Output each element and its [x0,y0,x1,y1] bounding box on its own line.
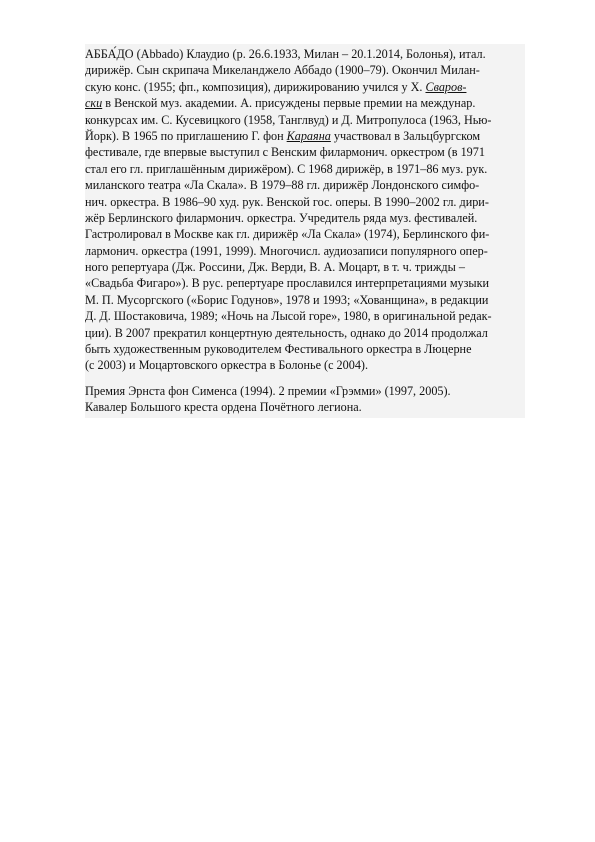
text-line: Премия Эрнста фон Сименса (1994). 2 премии «Грэмми» (1997, 2005). [85,383,451,398]
text-line: нич. оркестра. В 1986–90 худ. рук. Венской гос. оперы. В 1990–2002 гл. дири- [85,194,489,209]
text-line: Гастролировал в Москве как гл. дирижёр «Ла Скала» (1974), Берлинского фи- [85,227,490,242]
text-line: М. П. Мусоргского («Борис Годунов», 1978 и 1993; «Хованщина», в редакции [85,292,489,307]
text-line: стал его гл. приглашённым дирижёром). С 1968 дирижёр, в 1971–86 муз. рук. [85,161,488,176]
text-line: АББА́ДО (Abbado) Клаудио (р. 26.6.1933, Милан – 20.1.2014, Болонья), итал. [85,47,486,61]
text-line: (с 2003) и Моцартовского оркестра в Болонье (с 2004). [85,358,369,373]
text-line: жёр Берлинского филармонич. оркестра. Учредитель ряда муз. фестивалей. [85,210,478,225]
text-line: «Свадьба Фигаро»). В рус. репертуаре прославился интерпретациями музыки [85,276,490,291]
link-svarovsky[interactable]: Сваров- [425,79,467,94]
text-line: Йорк). В 1965 по приглашению Г. фон Караяна участвовал в Зальцбургском [85,128,481,143]
text-line: скую конс. (1955; фп., композиция), дирижированию учился у Х. Сваров- [85,79,467,94]
biography-paragraph [85,44,525,374]
text-line: фестивале, где впервые выступил с Венским филармонич. оркестром (в 1971 [85,145,485,160]
text-line: миланского театра «Ла Скала». В 1979–88 гл. дирижёр Лондонского симфо- [85,178,480,193]
text-line: конкурсах им. С. Кусевицкого (1958, Танглвуд) и Д. Митропулоса (1963, Нью- [85,112,492,127]
text-line: дирижёр. Сын скрипача Микеланджело Аббадо (1900–79). Окончил Милан- [85,63,480,78]
encyclopedia-article [85,44,525,418]
text-line: Д. Д. Шостаковича, 1989; «Ночь на Лысой горе», 1980, в оригинальной редак- [85,309,492,324]
text-line: быть художественным руководителем Фестивального оркестра в Люцерне [85,342,472,357]
text-line: Кавалер Большого креста ордена Почётного легиона. [85,400,362,415]
text-line: ски в Венской муз. академии. А. присуждены первые премии на междунар. [85,96,476,111]
awards-paragraph [85,383,525,418]
text-line: лармонич. оркестра (1991, 1999). Многочисл. аудиозаписи популярного опер- [85,243,488,258]
link-svarovsky-continued[interactable]: ски [85,96,103,111]
text-line: ного репертуара (Дж. Россини, Дж. Верди, В. А. Моцарт, в т. ч. трижды – [85,260,465,275]
link-karajan[interactable]: Караяна [286,128,331,143]
text-line: ции). В 2007 прекратил концертную деятельность, однако до 2014 продолжал [85,325,488,340]
